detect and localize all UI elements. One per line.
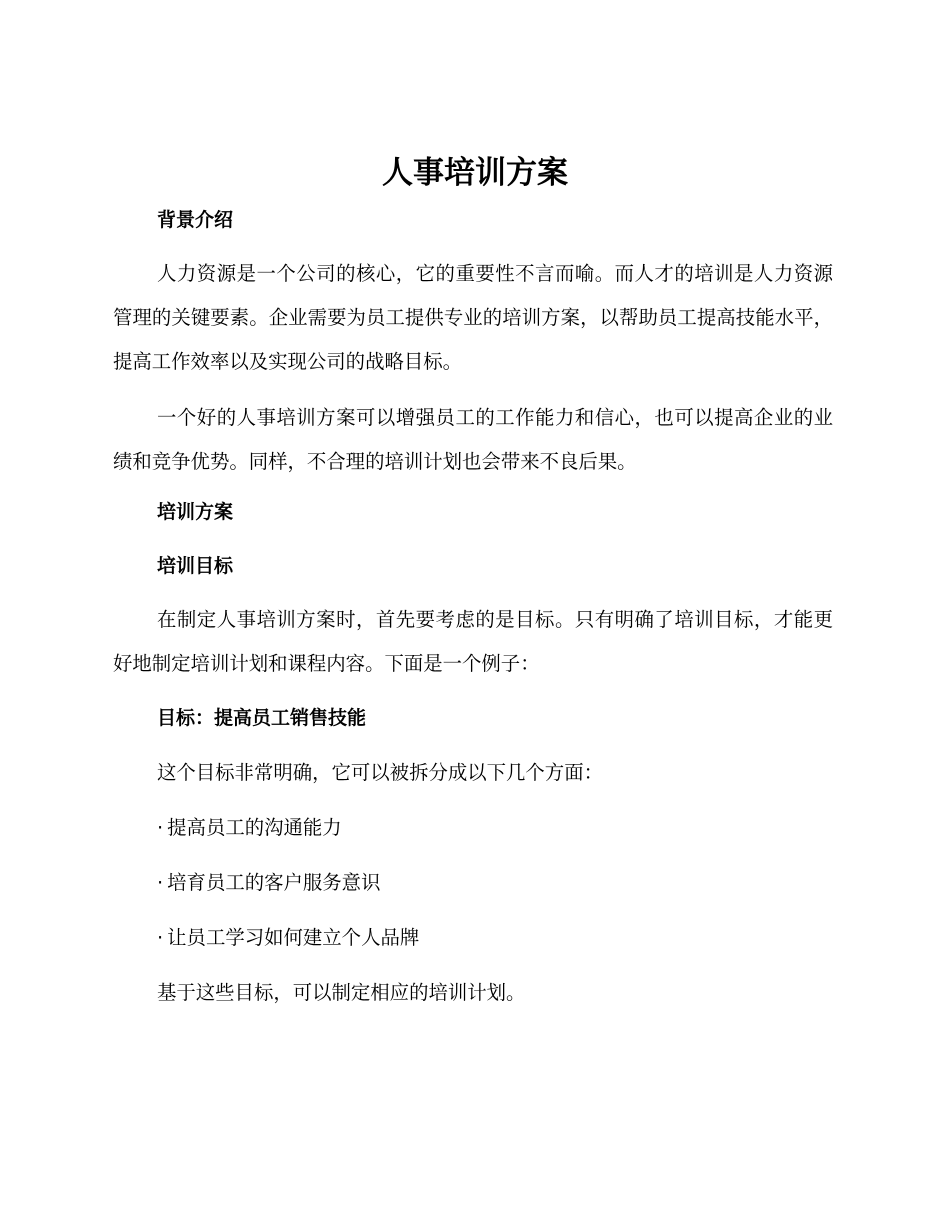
bullet-icon: · [157,926,164,949]
heading-training-plan: 培训方案 [157,501,234,523]
conclusion: 基于这些目标，可以制定相应的培训计划。 [157,981,526,1004]
heading-background: 背景介绍 [157,209,234,231]
list-item-text: 提高员工的沟通能力 [167,816,342,839]
paragraph-background-2: 一个好的人事培训方案可以增强员工的工作能力和信心，也可以提高企业的业绩和竞争优势。同样，不合理的培训计划也会带来不良后果。 [113,406,833,473]
goal-intro: 这个目标非常明确，它可以被拆分成以下几个方面： [157,761,603,784]
paragraph-background-1: 人力资源是一个公司的核心，它的重要性不言而喻。而人才的培训是人力资源管理的关键要素。企业需要为员工提供专业的培训方案，以帮助员工提高技能水平，提高工作效率以及实现公司的战略目标。 [113,262,833,373]
bullet-icon: · [157,871,164,894]
bullet-icon: · [157,816,164,839]
heading-training-goal: 培训目标 [157,555,234,577]
paragraph-training-goal: 在制定人事培训方案时，首先要考虑的是目标。只有明确了培训目标，才能更好地制定培训计划和课程内容。下面是一个例子： [113,608,833,675]
list-item [157,814,342,842]
list-item-text: 培育员工的客户服务意识 [167,871,381,894]
list-item [157,924,419,952]
list-item-text: 让员工学习如何建立个人品牌 [167,926,420,949]
list-item [157,869,380,897]
goal-label: 目标：提高员工销售技能 [157,707,367,729]
document-title: 人事培训方案 [382,155,568,191]
